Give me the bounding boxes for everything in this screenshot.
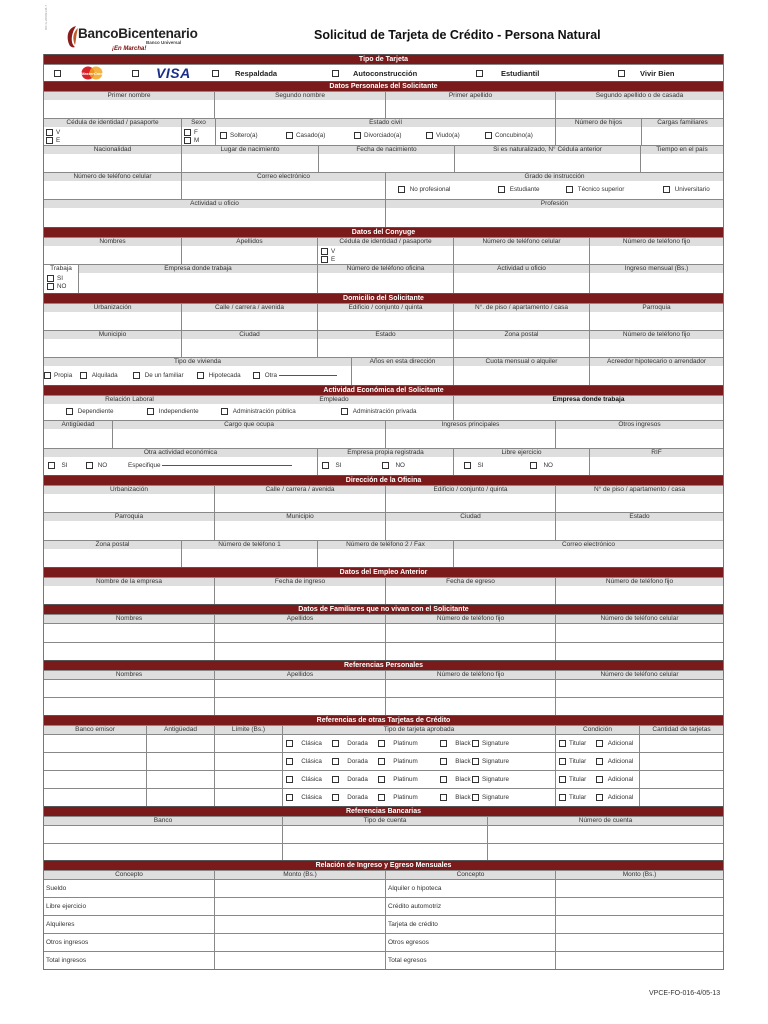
svg-text:MasterCard: MasterCard: [80, 70, 104, 76]
checkbox-visa[interactable]: [132, 70, 139, 77]
table-row: [44, 933, 723, 951]
checkbox-clasica[interactable]: [286, 758, 293, 765]
rel-rows: [44, 879, 723, 969]
field-conyuge-oficina[interactable]: Número de teléfono oficina: [317, 265, 453, 293]
checkbox-signature[interactable]: [472, 794, 479, 801]
field-ofi-piso[interactable]: N° de piso / apartamento / casa: [555, 486, 723, 512]
checkbox-respaldada[interactable]: [212, 70, 219, 77]
section-domicilio: Domicilio del Solicitante: [44, 293, 723, 303]
card-type-row: [44, 64, 723, 81]
section-familiares: Datos de Familiares que no vivan con el Solicitante: [44, 604, 723, 614]
field-nacionalidad[interactable]: Nacionalidad: [44, 146, 181, 172]
monto-egreso[interactable]: [555, 898, 723, 915]
checkbox-concubino[interactable]: [485, 132, 492, 139]
field-dom-telefono[interactable]: Número de teléfono fijo: [589, 331, 723, 357]
field-dom-edificio[interactable]: Edificio / conjunto / quinta: [317, 304, 453, 330]
section-tipo-tarjeta: Tipo de Tarjeta: [44, 54, 723, 64]
table-row: [44, 825, 723, 843]
field-ofi-zona[interactable]: Zona postal: [44, 541, 181, 567]
checkbox-universitario[interactable]: [663, 186, 670, 193]
field-dom-estado[interactable]: Estado: [317, 331, 453, 357]
brand-name: BancoBicentenario: [78, 26, 198, 41]
checkbox-hipotecada[interactable]: [197, 372, 204, 379]
checkbox-estudiantil[interactable]: [476, 70, 483, 77]
field-dom-urbanizacion[interactable]: Urbanización: [44, 304, 181, 330]
bank-logo: [60, 22, 210, 58]
checkbox-otra[interactable]: [253, 372, 260, 379]
section-ingreso-egreso: Relación de Ingreso y Egreso Mensuales: [44, 860, 723, 870]
field-conyuge-fijo[interactable]: Número de teléfono fijo: [589, 238, 723, 264]
field-ant-ingreso[interactable]: Fecha de ingreso: [214, 578, 385, 604]
checkbox-sexo-m[interactable]: [184, 137, 191, 144]
field-otra-actividad: Otra actividad económica SI NO Especifique: [44, 449, 317, 475]
dp-row-actividad: [44, 199, 723, 227]
checkbox-adicional[interactable]: [596, 758, 603, 765]
form-title: Solicitud de Tarjeta de Crédito - Persona Natural: [314, 28, 601, 42]
fam-header-row: Nombres Apellidos Número de teléfono fijo Número de teléfono celular: [44, 614, 723, 623]
checkbox-propia[interactable]: [44, 372, 51, 379]
rel-header-row: Concepto Monto (Bs.) Concepto Monto (Bs.): [44, 870, 723, 879]
field-sexo: Sexo F M: [181, 119, 215, 145]
section-direccion-oficina: Dirección de la Oficina: [44, 475, 723, 485]
field-conyuge-empresa[interactable]: Empresa donde trabaja: [78, 265, 317, 293]
field-conyuge-trabaja: Trabaja SI NO: [44, 265, 78, 293]
act-row-2: [44, 420, 723, 448]
checkbox-titular[interactable]: [559, 794, 566, 801]
checkbox-casado[interactable]: [286, 132, 293, 139]
checkbox-propia-no[interactable]: [382, 462, 389, 469]
field-ofi-tel2[interactable]: Número de teléfono 2 / Fax: [317, 541, 453, 567]
dom-row-3: [44, 357, 723, 385]
checkbox-titular[interactable]: [559, 776, 566, 783]
dp-row-contacto: [44, 172, 723, 199]
field-conyuge-actividad[interactable]: Actividad u oficio: [453, 265, 589, 293]
dom-row-2: [44, 330, 723, 357]
field-conyuge-nombres[interactable]: Nombres: [44, 238, 181, 264]
checkbox-clasica[interactable]: [286, 740, 293, 747]
monto-ingreso[interactable]: [214, 898, 385, 915]
field-conyuge-ingreso[interactable]: Ingreso mensual (Bs.): [589, 265, 723, 293]
checkbox-black[interactable]: [440, 794, 447, 801]
field-tiempo-pais[interactable]: Tiempo en el país: [640, 146, 723, 172]
checkbox-dependiente[interactable]: [66, 408, 73, 415]
checkbox-dorada[interactable]: [332, 758, 339, 765]
ref-header-row: Nombres Apellidos Número de teléfono fijo Número de teléfono celular: [44, 670, 723, 679]
form-code: VPCE-FO-016-4/05-13: [649, 990, 721, 997]
checkbox-platinum[interactable]: [378, 776, 385, 783]
concepto-ingreso: Libre ejercicio: [46, 903, 87, 910]
table-row: Clásica Dorada Platinum Black Signature Titular Adicional: [44, 752, 723, 770]
field-otros-ingresos[interactable]: Otros ingresos: [555, 421, 723, 448]
field-ant-empresa[interactable]: Nombre de la empresa: [44, 578, 214, 604]
con-row-2: [44, 264, 723, 293]
field-dom-piso[interactable]: N°. de piso / apartamento / casa: [453, 304, 589, 330]
table-row: Clásica Dorada Platinum Black Signature Titular Adicional: [44, 734, 723, 752]
checkbox-conyuge-v[interactable]: [321, 248, 328, 255]
checkbox-otra-act-no[interactable]: [86, 462, 93, 469]
field-segundo-apellido[interactable]: Segundo apellido o de casada: [555, 92, 723, 118]
table-row: [44, 642, 723, 660]
checkbox-familiar[interactable]: [133, 372, 140, 379]
concepto-egreso: Otros egresos: [388, 939, 429, 946]
field-ofi-calle[interactable]: Calle / carrera / avenida: [214, 486, 385, 512]
label-vivir-bien: Vivir Bien: [640, 68, 675, 78]
field-fecha-nacimiento[interactable]: Fecha de nacimiento: [318, 146, 454, 172]
section-datos-personales: Datos Personales del Solicitante: [44, 81, 723, 91]
monto-ingreso[interactable]: [214, 934, 385, 951]
checkbox-trabaja-si[interactable]: [47, 275, 54, 282]
field-act-empresa[interactable]: Empresa donde trabaja: [453, 396, 723, 420]
checkbox-black[interactable]: [440, 758, 447, 765]
field-dom-calle[interactable]: Calle / carrera / avenida: [181, 304, 317, 330]
field-ingresos-principales[interactable]: Ingresos principales: [385, 421, 555, 448]
monto-ingreso[interactable]: [214, 952, 385, 969]
checkbox-adm-publica[interactable]: [221, 408, 228, 415]
field-ofi-municipio[interactable]: Municipio: [214, 513, 385, 540]
checkbox-propia-si[interactable]: [322, 462, 329, 469]
field-rif[interactable]: RIF: [589, 449, 723, 475]
label-estudiantil: Estudiantil: [501, 68, 540, 78]
checkbox-viudo[interactable]: [426, 132, 433, 139]
checkbox-no-profesional[interactable]: [398, 186, 405, 193]
field-cuota-mensual[interactable]: Cuota mensual o alquiler: [453, 358, 589, 385]
section-otras-tarjetas: Referencias de otras Tarjetas de Crédito: [44, 715, 723, 725]
field-libre-ejercicio: Libre ejercicio SI NO: [453, 449, 589, 475]
checkbox-libre-no[interactable]: [530, 462, 537, 469]
field-ofi-parroquia[interactable]: Parroquia: [44, 513, 214, 540]
field-ofi-tel1[interactable]: Número de teléfono 1: [181, 541, 317, 567]
field-cargo[interactable]: Cargo que ocupa: [112, 421, 385, 448]
checkbox-titular[interactable]: [559, 758, 566, 765]
table-row: [44, 915, 723, 933]
checkbox-adicional[interactable]: [596, 794, 603, 801]
field-telefono-celular[interactable]: Número de teléfono celular: [44, 173, 181, 199]
label-autoconstruccion: Autoconstrucción: [353, 68, 418, 78]
field-dom-zona[interactable]: Zona postal: [453, 331, 589, 357]
table-row: Clásica Dorada Platinum Black Signature Titular Adicional: [44, 770, 723, 788]
table-row: [44, 951, 723, 969]
brand-subtitle: Banco Universal: [146, 40, 182, 45]
section-datos-conyuge: Datos del Conyuge: [44, 227, 723, 237]
checkbox-signature[interactable]: [472, 758, 479, 765]
field-cedula-anterior[interactable]: Si es naturalizado, N° Cédula anterior: [454, 146, 640, 172]
field-estado-civil: Estado civil Soltero(a) Casado(a) Divorciado(a) Viudo(a) Concubino(a): [215, 119, 555, 145]
checkbox-adicional[interactable]: [596, 740, 603, 747]
visa-logo: VISA: [156, 65, 191, 81]
table-row: [44, 623, 723, 642]
monto-egreso[interactable]: [555, 952, 723, 969]
checkbox-adm-privada[interactable]: [341, 408, 348, 415]
section-actividad-economica: Actividad Económica del Solicitante: [44, 385, 723, 395]
table-row: [44, 897, 723, 915]
checkbox-vivir-bien[interactable]: [618, 70, 625, 77]
field-cedula: Cédula de identidad / pasaporte V E: [44, 119, 181, 145]
checkbox-tecnico-superior[interactable]: [566, 186, 573, 193]
concepto-egreso: Alquiler o hipoteca: [388, 885, 442, 892]
act-row-1: [44, 395, 723, 420]
checkbox-autoconstruccion[interactable]: [332, 70, 339, 77]
field-ofi-correo[interactable]: Correo electrónico: [453, 541, 723, 567]
monto-egreso[interactable]: [555, 916, 723, 933]
field-conyuge-apellidos[interactable]: Apellidos: [181, 238, 317, 264]
checkbox-estudiante[interactable]: [498, 186, 505, 193]
checkbox-platinum[interactable]: [378, 758, 385, 765]
checkbox-sexo-f[interactable]: [184, 129, 191, 136]
field-tipo-vivienda: Tipo de vivienda Propia Alquilada De un familiar Hipotecada Otra: [44, 358, 351, 385]
section-empleo-anterior: Datos del Empleo Anterior: [44, 567, 723, 577]
checkbox-trabaja-no[interactable]: [47, 283, 54, 290]
mastercard-logo: [77, 66, 107, 80]
concepto-ingreso: Total ingresos: [46, 957, 87, 964]
field-primer-apellido[interactable]: Primer apellido: [385, 92, 555, 118]
ofi-row-3: [44, 540, 723, 567]
checkbox-divorciado[interactable]: [354, 132, 361, 139]
concepto-egreso: Crédito automotriz: [388, 903, 442, 910]
checkbox-titular[interactable]: [559, 740, 566, 747]
field-empleado: Empleado Administración pública Administración privada: [215, 396, 453, 420]
checkbox-adicional[interactable]: [596, 776, 603, 783]
field-acreedor[interactable]: Acreedor hipotecario o arrendador: [589, 358, 723, 385]
checkbox-platinum[interactable]: [378, 740, 385, 747]
act-row-3: [44, 448, 723, 475]
form-grid: [43, 54, 724, 970]
field-dom-ciudad[interactable]: Ciudad: [181, 331, 317, 357]
table-row: Clásica Dorada Platinum Black Signature Titular Adicional: [44, 788, 723, 806]
concepto-egreso: Total egresos: [388, 957, 427, 964]
field-ofi-ciudad[interactable]: Ciudad: [385, 513, 555, 540]
field-primer-nombre[interactable]: Primer nombre: [44, 92, 214, 118]
field-cargas-familiares[interactable]: Cargas familiares: [641, 119, 723, 145]
field-ant-telefono[interactable]: Número de teléfono fijo: [555, 578, 723, 604]
concepto-ingreso: Otros ingresos: [46, 939, 89, 946]
checkbox-soltero[interactable]: [220, 132, 227, 139]
field-segundo-nombre[interactable]: Segundo nombre: [214, 92, 385, 118]
field-ofi-urbanizacion[interactable]: Urbanización: [44, 486, 214, 512]
concepto-ingreso: Sueldo: [46, 885, 67, 892]
field-numero-hijos[interactable]: Número de hijos: [555, 119, 641, 145]
checkbox-libre-si[interactable]: [464, 462, 471, 469]
monto-ingreso[interactable]: [214, 916, 385, 933]
checkbox-clasica[interactable]: [286, 776, 293, 783]
banc-header-row: Banco Tipo de cuenta Número de cuenta: [44, 816, 723, 825]
vertical-rif-text: RIF G-20009148-7: [44, 4, 48, 30]
dom-row-1: [44, 303, 723, 330]
checkbox-clasica[interactable]: [286, 794, 293, 801]
field-conyuge-celular[interactable]: Número de teléfono celular: [453, 238, 589, 264]
field-grado-instruccion: Grado de instrucción No profesional Estudiante Técnico superior Universitario: [385, 173, 723, 199]
table-row: [44, 879, 723, 897]
checkbox-cedula-e[interactable]: [46, 137, 53, 144]
field-antiguedad[interactable]: Antigüedad: [44, 421, 112, 448]
con-row-1: [44, 237, 723, 264]
checkbox-black[interactable]: [440, 740, 447, 747]
field-dom-municipio[interactable]: Municipio: [44, 331, 181, 357]
field-dom-parroquia[interactable]: Parroquia: [589, 304, 723, 330]
otras-header-row: Banco emisor Antigüedad Límite (Bs.) Tipo de tarjeta aprobada Condición Cantidad de tarjetas: [44, 725, 723, 734]
section-referencias-personales: Referencias Personales: [44, 660, 723, 670]
field-lugar-nacimiento[interactable]: Lugar de nacimiento: [181, 146, 318, 172]
field-ant-egreso[interactable]: Fecha de egreso: [385, 578, 555, 604]
checkbox-independiente[interactable]: [147, 408, 154, 415]
concepto-egreso: Tarjeta de crédito: [388, 921, 438, 928]
monto-egreso[interactable]: [555, 934, 723, 951]
checkbox-black[interactable]: [440, 776, 447, 783]
table-row: [44, 679, 723, 697]
section-referencias-bancarias: Referencias Bancarias: [44, 806, 723, 816]
brand-slogan: ¡En Marcha!: [112, 46, 147, 52]
checkbox-mastercard[interactable]: [54, 70, 61, 77]
label-respaldada: Respaldada: [235, 68, 278, 78]
field-conyuge-cedula: Cédula de identidad / pasaporte V E: [317, 238, 453, 264]
table-row: [44, 843, 723, 860]
mastercard-icon: [77, 66, 107, 80]
checkbox-signature[interactable]: [472, 740, 479, 747]
checkbox-dorada[interactable]: [332, 740, 339, 747]
field-anos-direccion[interactable]: Años en esta dirección: [351, 358, 453, 385]
otras-rows: [44, 734, 723, 806]
monto-ingreso[interactable]: [214, 880, 385, 897]
concepto-ingreso: Alquileres: [46, 921, 75, 928]
dp-row-nacionalidad: [44, 145, 723, 172]
field-actividad-oficio[interactable]: Actividad u oficio: [44, 200, 385, 227]
field-relacion-laboral: Relación Laboral Dependiente Independiente: [44, 396, 215, 420]
field-correo[interactable]: Correo electrónico: [181, 173, 385, 199]
field-ofi-estado[interactable]: Estado: [555, 513, 723, 540]
checkbox-otra-act-si[interactable]: [48, 462, 55, 469]
checkbox-signature[interactable]: [472, 776, 479, 783]
especifique-line[interactable]: [162, 465, 292, 466]
checkbox-platinum[interactable]: [378, 794, 385, 801]
table-row: [44, 697, 723, 715]
field-ofi-edificio[interactable]: Edificio / conjunto / quinta: [385, 486, 555, 512]
ant-row: [44, 577, 723, 604]
field-profesion[interactable]: Profesión: [385, 200, 723, 227]
checkbox-dorada[interactable]: [332, 794, 339, 801]
ofi-row-2: [44, 512, 723, 540]
dp-row-names: [44, 91, 723, 118]
checkbox-conyuge-e[interactable]: [321, 256, 328, 263]
checkbox-alquilada[interactable]: [80, 372, 87, 379]
dp-row-id: [44, 118, 723, 145]
field-empresa-propia: Empresa propia registrada SI NO: [317, 449, 453, 475]
ofi-row-1: [44, 485, 723, 512]
checkbox-cedula-v[interactable]: [46, 129, 53, 136]
monto-egreso[interactable]: [555, 880, 723, 897]
otra-vivienda-line[interactable]: [279, 375, 337, 376]
checkbox-dorada[interactable]: [332, 776, 339, 783]
